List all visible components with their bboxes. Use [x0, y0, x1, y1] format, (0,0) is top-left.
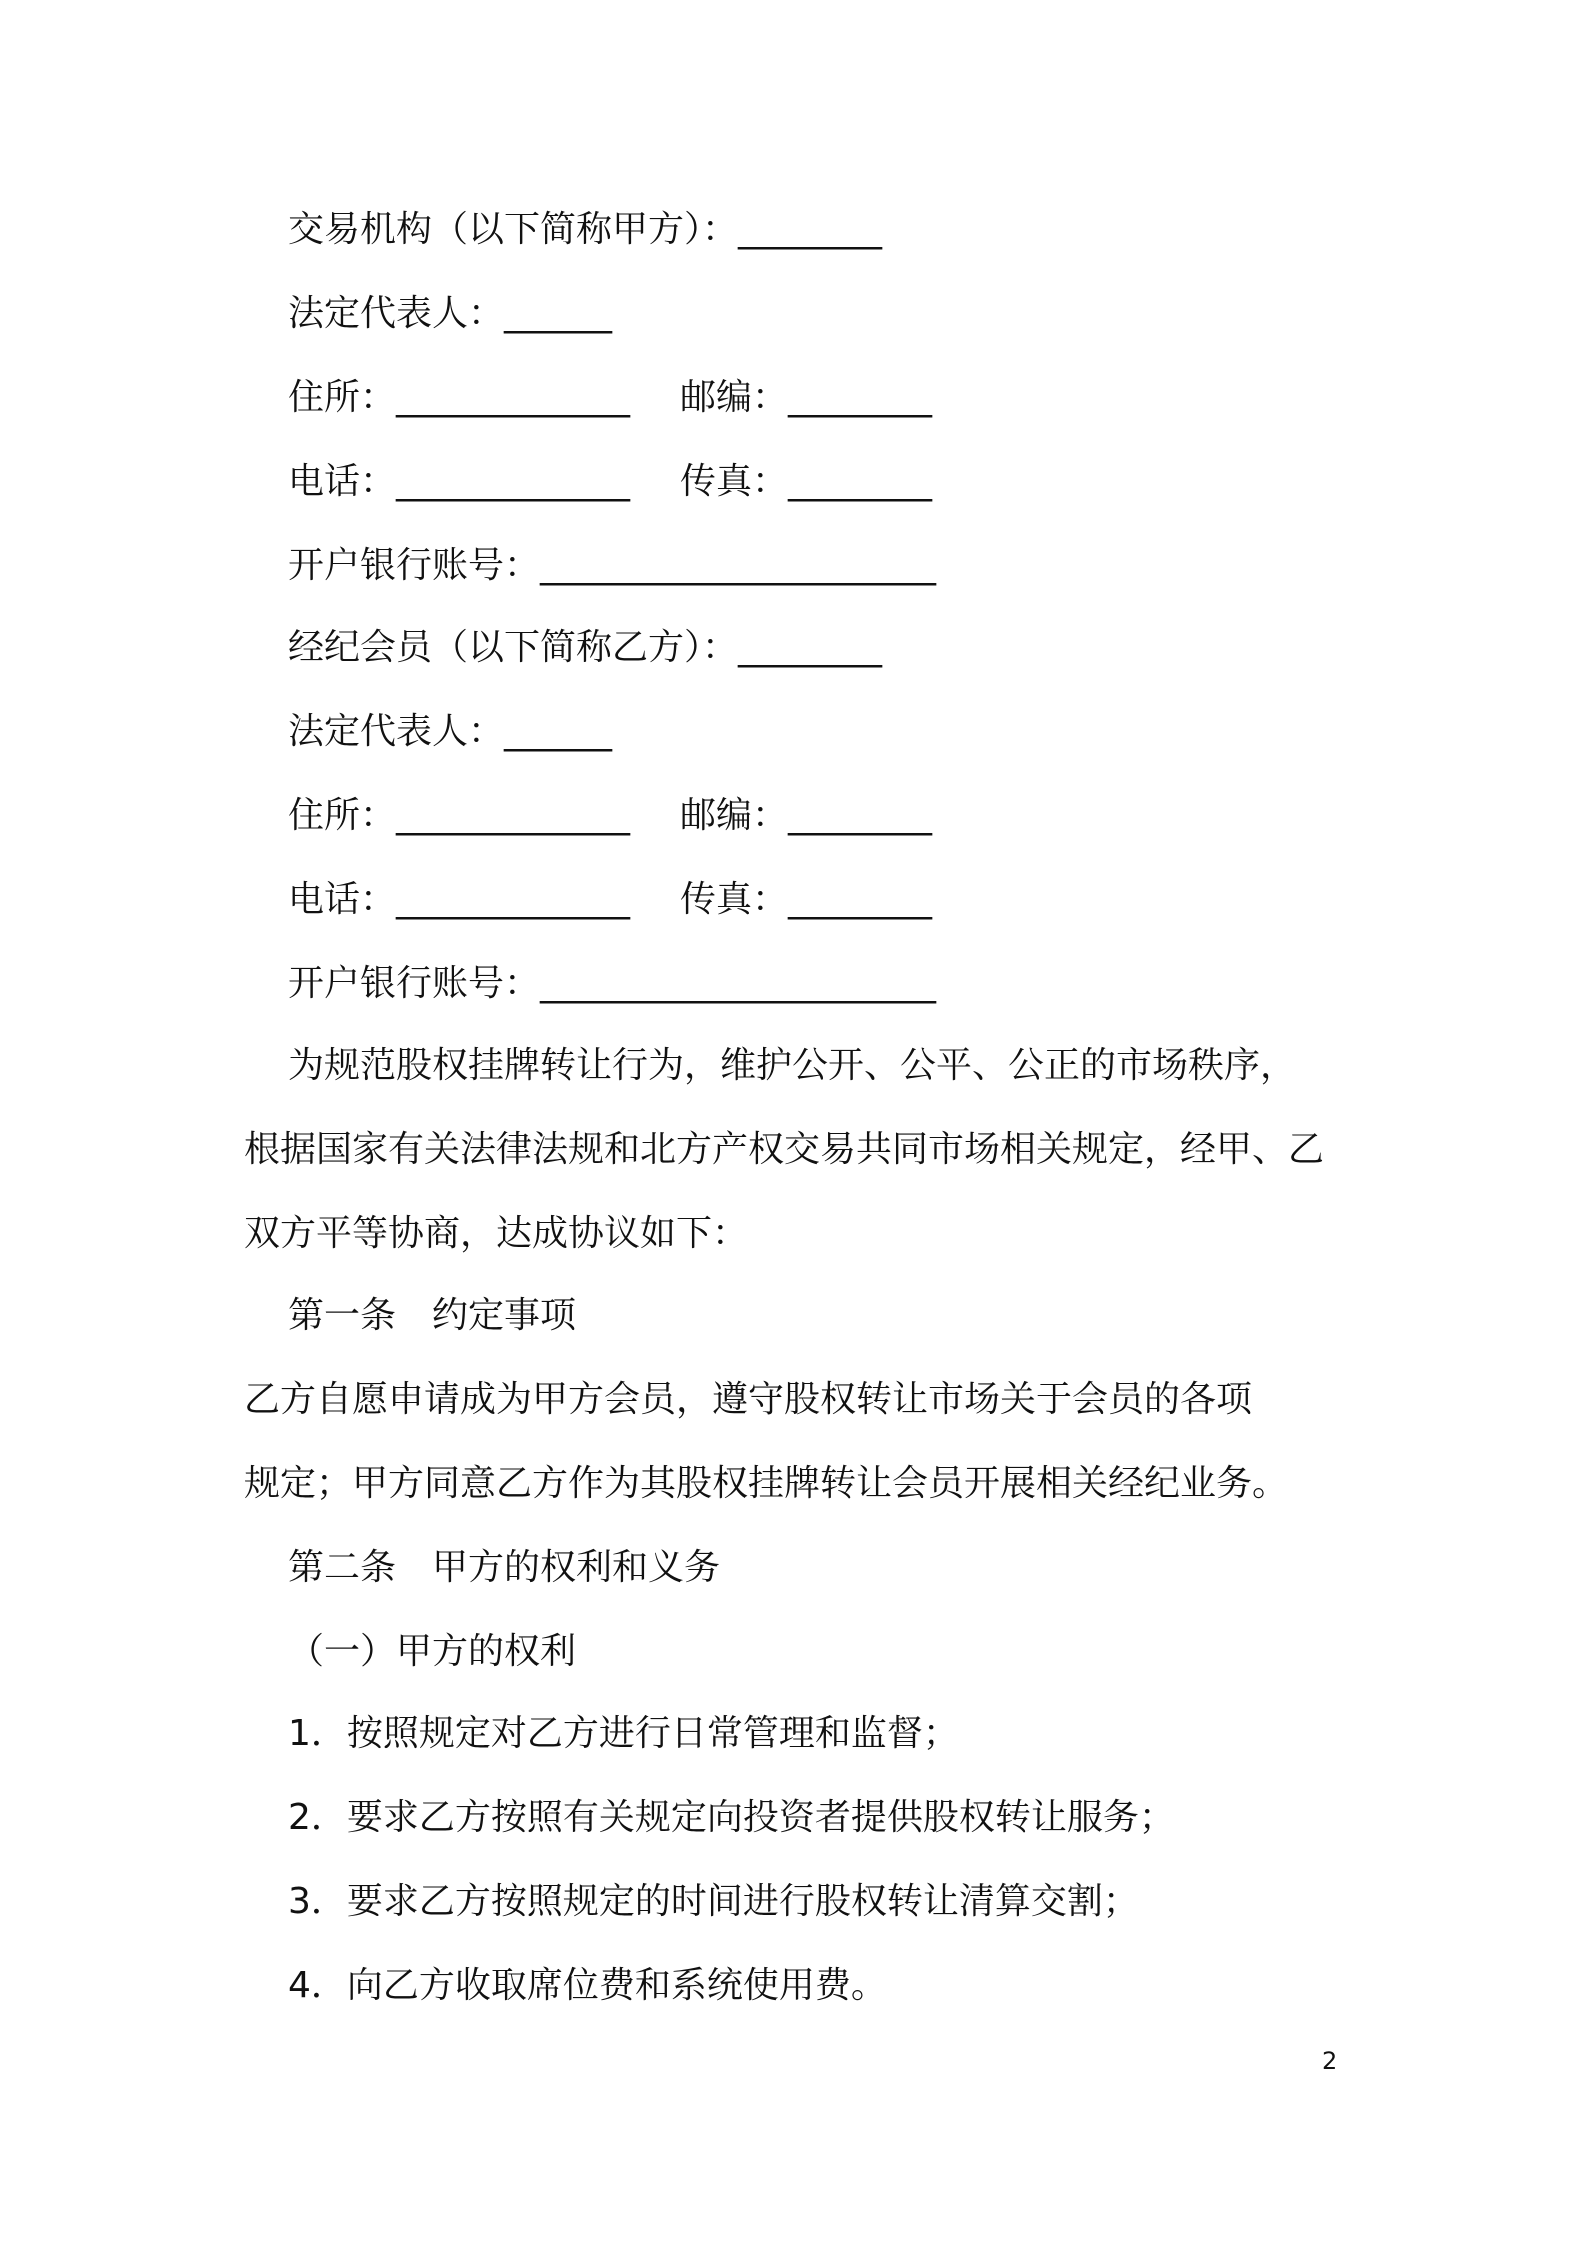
party-b-representative: 法定代表人：______	[288, 711, 613, 752]
preamble-line: 根据国家有关法律法规和北方产权交易共同市场相关规定，经甲、乙	[244, 1129, 1325, 1170]
party-a-representative: 法定代表人：______	[288, 293, 613, 334]
article-2-item: 1．按照规定对乙方进行日常管理和监督；	[288, 1713, 959, 1754]
article-1-line: 规定；甲方同意乙方作为其股权挂牌转让会员开展相关经纪业务。	[244, 1463, 1289, 1504]
article-2-item: 4．向乙方收取席位费和系统使用费。	[288, 1965, 887, 2006]
party-b-bank-account: 开户银行账号：______________________	[288, 963, 937, 1004]
article-2-item: 3．要求乙方按照规定的时间进行股权转让清算交割；	[288, 1881, 1139, 1922]
party-a-phone: 电话：_____________	[288, 461, 631, 502]
party-a-org: 交易机构（以下简称甲方）：________	[288, 209, 883, 250]
page-number: 2	[1322, 2047, 1338, 2075]
article-1-heading: 第一条 约定事项	[288, 1295, 577, 1336]
party-b-postcode: 邮编：________	[680, 795, 933, 836]
article-2-heading: 第二条 甲方的权利和义务	[288, 1547, 721, 1588]
party-a-bank-account: 开户银行账号：______________________	[288, 545, 937, 586]
party-a-postcode: 邮编：________	[680, 377, 933, 418]
preamble-line: 双方平等协商，达成协议如下：	[244, 1213, 749, 1254]
article-2-subheading: （一）甲方的权利	[288, 1631, 577, 1672]
article-2-item: 2．要求乙方按照有关规定向投资者提供股权转让服务；	[288, 1797, 1175, 1838]
party-b-phone: 电话：_____________	[288, 879, 631, 920]
party-a-address: 住所：_____________	[288, 377, 631, 418]
party-a-fax: 传真：________	[680, 461, 933, 502]
party-b-address: 住所：_____________	[288, 795, 631, 836]
party-b-org: 经纪会员（以下简称乙方）：________	[288, 627, 883, 668]
party-b-fax: 传真：________	[680, 879, 933, 920]
article-1-line: 乙方自愿申请成为甲方会员，遵守股权转让市场关于会员的各项	[244, 1379, 1253, 1420]
preamble-line: 为规范股权挂牌转让行为，维护公开、公平、公正的市场秩序，	[288, 1045, 1297, 1086]
